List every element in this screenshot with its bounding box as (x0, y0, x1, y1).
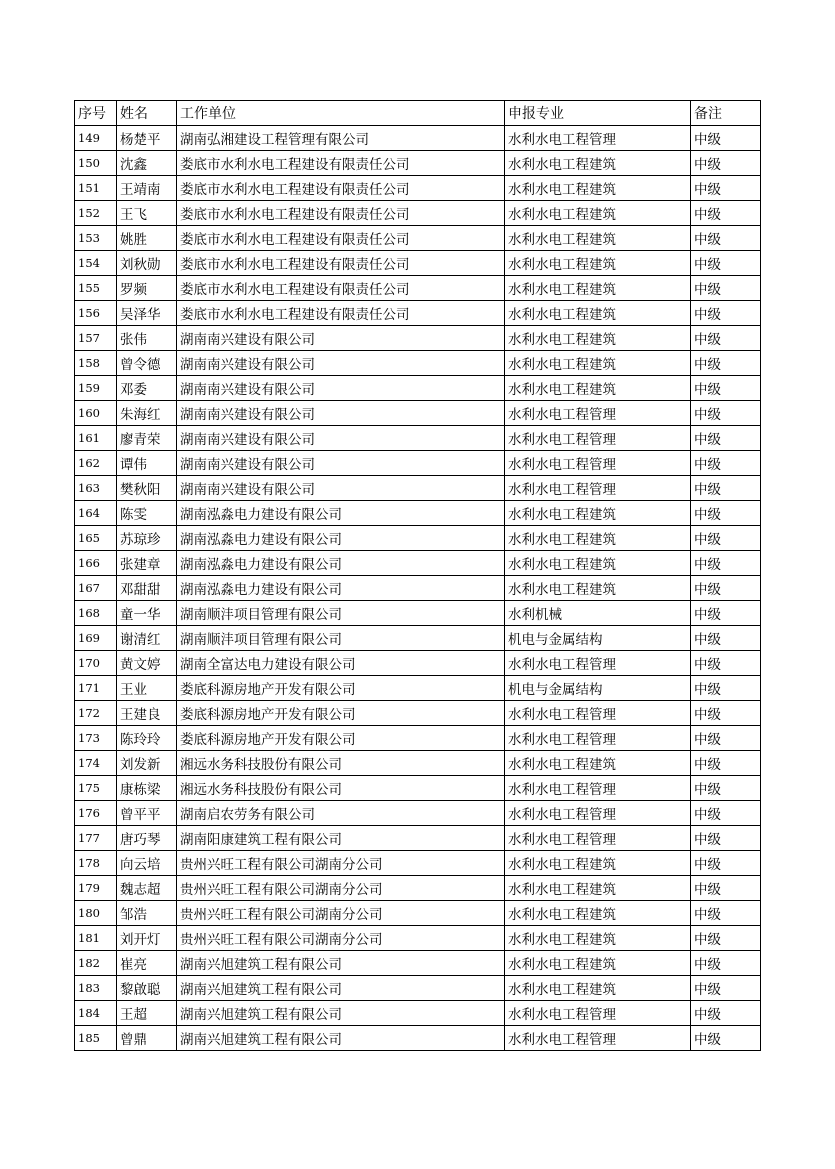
row-number-cell: 156 (75, 301, 117, 326)
remark-cell: 中级 (691, 601, 761, 626)
declared-major-cell: 水利水电工程建筑 (505, 276, 691, 301)
person-name-cell: 陈玲玲 (117, 726, 177, 751)
remark-cell: 中级 (691, 251, 761, 276)
remark-cell: 中级 (691, 651, 761, 676)
remark-cell: 中级 (691, 901, 761, 926)
work-unit-cell: 湘远水务科技股份有限公司 (177, 776, 505, 801)
table-row (75, 451, 761, 476)
work-unit-cell: 湖南南兴建设有限公司 (177, 351, 505, 376)
row-number-cell: 185 (75, 1026, 117, 1051)
work-unit-cell: 湖南泓淼电力建设有限公司 (177, 576, 505, 601)
row-number-cell: 169 (75, 626, 117, 651)
work-unit-cell: 娄底市水利水电工程建设有限责任公司 (177, 176, 505, 201)
declared-major-cell: 水利水电工程建筑 (505, 526, 691, 551)
roster-table (74, 100, 761, 1051)
remark-cell: 中级 (691, 526, 761, 551)
remark-cell: 中级 (691, 501, 761, 526)
remark-cell: 中级 (691, 551, 761, 576)
remark-cell: 中级 (691, 626, 761, 651)
person-name-cell: 苏琼珍 (117, 526, 177, 551)
remark-cell: 中级 (691, 1001, 761, 1026)
row-number-cell: 172 (75, 701, 117, 726)
work-unit-cell: 湖南泓淼电力建设有限公司 (177, 501, 505, 526)
remark-cell: 中级 (691, 451, 761, 476)
work-unit-cell: 湖南顺沣项目管理有限公司 (177, 626, 505, 651)
row-number-cell: 150 (75, 151, 117, 176)
row-number-cell: 179 (75, 876, 117, 901)
table-row (75, 851, 761, 876)
table-row (75, 351, 761, 376)
remark-cell: 中级 (691, 376, 761, 401)
person-name-cell: 曾令德 (117, 351, 177, 376)
declared-major-cell: 机电与金属结构 (505, 676, 691, 701)
declared-major-cell: 水利水电工程管理 (505, 1001, 691, 1026)
declared-major-cell: 水利水电工程管理 (505, 651, 691, 676)
row-number-cell: 184 (75, 1001, 117, 1026)
person-name-cell: 康栋梁 (117, 776, 177, 801)
work-unit-cell: 贵州兴旺工程有限公司湖南分公司 (177, 926, 505, 951)
declared-major-cell: 水利水电工程建筑 (505, 926, 691, 951)
work-unit-cell: 娄底市水利水电工程建设有限责任公司 (177, 201, 505, 226)
person-name-cell: 张建章 (117, 551, 177, 576)
remark-cell: 中级 (691, 701, 761, 726)
remark-cell: 中级 (691, 126, 761, 151)
remark-cell: 中级 (691, 851, 761, 876)
declared-major-cell: 水利水电工程建筑 (505, 176, 691, 201)
remark-cell: 中级 (691, 401, 761, 426)
declared-major-cell: 水利水电工程建筑 (505, 351, 691, 376)
table-row (75, 1001, 761, 1026)
table-row (75, 926, 761, 951)
declared-major-cell: 水利水电工程建筑 (505, 976, 691, 1001)
remark-cell: 中级 (691, 276, 761, 301)
work-unit-cell: 娄底市水利水电工程建设有限责任公司 (177, 226, 505, 251)
remark-cell: 中级 (691, 476, 761, 501)
declared-major-cell: 水利机械 (505, 601, 691, 626)
work-unit-cell: 湖南南兴建设有限公司 (177, 426, 505, 451)
row-number-cell: 183 (75, 976, 117, 1001)
person-name-cell: 陈雯 (117, 501, 177, 526)
header-row (75, 101, 761, 126)
declared-major-cell: 水利水电工程建筑 (505, 901, 691, 926)
row-number-cell: 164 (75, 501, 117, 526)
declared-major-cell: 水利水电工程管理 (505, 476, 691, 501)
work-unit-cell: 湖南南兴建设有限公司 (177, 401, 505, 426)
person-name-cell: 王靖南 (117, 176, 177, 201)
declared-major-cell: 水利水电工程管理 (505, 1026, 691, 1051)
person-name-cell: 王建良 (117, 701, 177, 726)
person-name-cell: 王飞 (117, 201, 177, 226)
work-unit-cell: 湖南泓淼电力建设有限公司 (177, 526, 505, 551)
work-unit-cell: 湖南泓淼电力建设有限公司 (177, 551, 505, 576)
row-number-cell: 158 (75, 351, 117, 376)
row-number-cell: 181 (75, 926, 117, 951)
table-row (75, 276, 761, 301)
table-row (75, 601, 761, 626)
work-unit-cell: 湖南兴旭建筑工程有限公司 (177, 1001, 505, 1026)
row-number-cell: 163 (75, 476, 117, 501)
work-unit-cell: 湖南兴旭建筑工程有限公司 (177, 951, 505, 976)
table-row (75, 751, 761, 776)
table-row (75, 676, 761, 701)
table-row (75, 626, 761, 651)
person-name-cell: 樊秋阳 (117, 476, 177, 501)
row-number-cell: 157 (75, 326, 117, 351)
declared-major-cell: 水利水电工程建筑 (505, 301, 691, 326)
row-number-cell: 161 (75, 426, 117, 451)
declared-major-cell: 水利水电工程建筑 (505, 851, 691, 876)
declared-major-cell: 水利水电工程建筑 (505, 326, 691, 351)
remark-cell: 中级 (691, 976, 761, 1001)
header-note: 备注 (691, 101, 761, 126)
person-name-cell: 崔亮 (117, 951, 177, 976)
table-row (75, 576, 761, 601)
table-row (75, 551, 761, 576)
work-unit-cell: 娄底市水利水电工程建设有限责任公司 (177, 251, 505, 276)
remark-cell: 中级 (691, 201, 761, 226)
table-header (75, 101, 761, 126)
table-row (75, 826, 761, 851)
table-row (75, 701, 761, 726)
table-row (75, 126, 761, 151)
remark-cell: 中级 (691, 951, 761, 976)
row-number-cell: 149 (75, 126, 117, 151)
table-row (75, 176, 761, 201)
table-row (75, 726, 761, 751)
row-number-cell: 175 (75, 776, 117, 801)
header-no: 序号 (75, 101, 117, 126)
work-unit-cell: 湖南启农劳务有限公司 (177, 801, 505, 826)
table-row (75, 326, 761, 351)
declared-major-cell: 水利水电工程管理 (505, 701, 691, 726)
declared-major-cell: 水利水电工程建筑 (505, 501, 691, 526)
table-body (75, 126, 761, 1051)
work-unit-cell: 贵州兴旺工程有限公司湖南分公司 (177, 851, 505, 876)
work-unit-cell: 娄底市水利水电工程建设有限责任公司 (177, 301, 505, 326)
table-row (75, 426, 761, 451)
work-unit-cell: 湖南顺沣项目管理有限公司 (177, 601, 505, 626)
row-number-cell: 174 (75, 751, 117, 776)
row-number-cell: 159 (75, 376, 117, 401)
declared-major-cell: 水利水电工程管理 (505, 801, 691, 826)
header-unit: 工作单位 (177, 101, 505, 126)
work-unit-cell: 娄底市水利水电工程建设有限责任公司 (177, 151, 505, 176)
row-number-cell: 180 (75, 901, 117, 926)
declared-major-cell: 水利水电工程管理 (505, 826, 691, 851)
row-number-cell: 168 (75, 601, 117, 626)
person-name-cell: 杨楚平 (117, 126, 177, 151)
remark-cell: 中级 (691, 801, 761, 826)
row-number-cell: 170 (75, 651, 117, 676)
declared-major-cell: 水利水电工程建筑 (505, 226, 691, 251)
work-unit-cell: 贵州兴旺工程有限公司湖南分公司 (177, 876, 505, 901)
row-number-cell: 171 (75, 676, 117, 701)
declared-major-cell: 水利水电工程建筑 (505, 951, 691, 976)
declared-major-cell: 水利水电工程管理 (505, 126, 691, 151)
remark-cell: 中级 (691, 1026, 761, 1051)
row-number-cell: 151 (75, 176, 117, 201)
work-unit-cell: 湖南弘湘建设工程管理有限公司 (177, 126, 505, 151)
table-row (75, 526, 761, 551)
row-number-cell: 152 (75, 201, 117, 226)
table-row (75, 151, 761, 176)
declared-major-cell: 水利水电工程建筑 (505, 376, 691, 401)
declared-major-cell: 水利水电工程管理 (505, 776, 691, 801)
person-name-cell: 王业 (117, 676, 177, 701)
remark-cell: 中级 (691, 176, 761, 201)
person-name-cell: 邓委 (117, 376, 177, 401)
person-name-cell: 黎啟聪 (117, 976, 177, 1001)
person-name-cell: 张伟 (117, 326, 177, 351)
remark-cell: 中级 (691, 751, 761, 776)
person-name-cell: 唐巧琴 (117, 826, 177, 851)
table-row (75, 401, 761, 426)
row-number-cell: 177 (75, 826, 117, 851)
person-name-cell: 邹浩 (117, 901, 177, 926)
person-name-cell: 姚胜 (117, 226, 177, 251)
work-unit-cell: 娄底市水利水电工程建设有限责任公司 (177, 276, 505, 301)
person-name-cell: 谢清红 (117, 626, 177, 651)
work-unit-cell: 湖南南兴建设有限公司 (177, 376, 505, 401)
person-name-cell: 朱海红 (117, 401, 177, 426)
declared-major-cell: 水利水电工程管理 (505, 451, 691, 476)
remark-cell: 中级 (691, 726, 761, 751)
person-name-cell: 邓甜甜 (117, 576, 177, 601)
person-name-cell: 刘秋勋 (117, 251, 177, 276)
table-row (75, 976, 761, 1001)
row-number-cell: 153 (75, 226, 117, 251)
row-number-cell: 167 (75, 576, 117, 601)
person-name-cell: 廖青荣 (117, 426, 177, 451)
remark-cell: 中级 (691, 351, 761, 376)
table-row (75, 251, 761, 276)
work-unit-cell: 湖南南兴建设有限公司 (177, 476, 505, 501)
remark-cell: 中级 (691, 426, 761, 451)
person-name-cell: 向云培 (117, 851, 177, 876)
table-row (75, 1026, 761, 1051)
person-name-cell: 刘发新 (117, 751, 177, 776)
person-name-cell: 刘开灯 (117, 926, 177, 951)
table-row (75, 801, 761, 826)
work-unit-cell: 娄底科源房地产开发有限公司 (177, 726, 505, 751)
table-row (75, 301, 761, 326)
row-number-cell: 155 (75, 276, 117, 301)
person-name-cell: 谭伟 (117, 451, 177, 476)
declared-major-cell: 水利水电工程建筑 (505, 576, 691, 601)
table-row (75, 201, 761, 226)
remark-cell: 中级 (691, 676, 761, 701)
work-unit-cell: 湖南兴旭建筑工程有限公司 (177, 1026, 505, 1051)
remark-cell: 中级 (691, 576, 761, 601)
table-row (75, 226, 761, 251)
work-unit-cell: 贵州兴旺工程有限公司湖南分公司 (177, 901, 505, 926)
row-number-cell: 160 (75, 401, 117, 426)
remark-cell: 中级 (691, 826, 761, 851)
person-name-cell: 吴泽华 (117, 301, 177, 326)
header-name: 姓名 (117, 101, 177, 126)
row-number-cell: 182 (75, 951, 117, 976)
remark-cell: 中级 (691, 876, 761, 901)
declared-major-cell: 水利水电工程建筑 (505, 551, 691, 576)
row-number-cell: 166 (75, 551, 117, 576)
remark-cell: 中级 (691, 151, 761, 176)
declared-major-cell: 水利水电工程管理 (505, 426, 691, 451)
remark-cell: 中级 (691, 926, 761, 951)
person-name-cell: 罗频 (117, 276, 177, 301)
work-unit-cell: 湖南全富达电力建设有限公司 (177, 651, 505, 676)
work-unit-cell: 湖南阳康建筑工程有限公司 (177, 826, 505, 851)
declared-major-cell: 水利水电工程建筑 (505, 151, 691, 176)
remark-cell: 中级 (691, 776, 761, 801)
row-number-cell: 154 (75, 251, 117, 276)
table-row (75, 376, 761, 401)
table-row (75, 876, 761, 901)
remark-cell: 中级 (691, 226, 761, 251)
table-row (75, 901, 761, 926)
table-row (75, 501, 761, 526)
table-row (75, 651, 761, 676)
declared-major-cell: 水利水电工程建筑 (505, 251, 691, 276)
declared-major-cell: 水利水电工程建筑 (505, 751, 691, 776)
person-name-cell: 沈鑫 (117, 151, 177, 176)
row-number-cell: 165 (75, 526, 117, 551)
work-unit-cell: 娄底科源房地产开发有限公司 (177, 701, 505, 726)
row-number-cell: 162 (75, 451, 117, 476)
declared-major-cell: 水利水电工程管理 (505, 401, 691, 426)
work-unit-cell: 湖南兴旭建筑工程有限公司 (177, 976, 505, 1001)
work-unit-cell: 湖南南兴建设有限公司 (177, 326, 505, 351)
person-name-cell: 黄文婷 (117, 651, 177, 676)
declared-major-cell: 水利水电工程建筑 (505, 201, 691, 226)
person-name-cell: 童一华 (117, 601, 177, 626)
declared-major-cell: 机电与金属结构 (505, 626, 691, 651)
declared-major-cell: 水利水电工程管理 (505, 726, 691, 751)
remark-cell: 中级 (691, 301, 761, 326)
remark-cell: 中级 (691, 326, 761, 351)
person-name-cell: 魏志超 (117, 876, 177, 901)
person-name-cell: 曾鼎 (117, 1026, 177, 1051)
row-number-cell: 176 (75, 801, 117, 826)
person-name-cell: 王超 (117, 1001, 177, 1026)
declared-major-cell: 水利水电工程建筑 (505, 876, 691, 901)
table-row (75, 951, 761, 976)
work-unit-cell: 湖南南兴建设有限公司 (177, 451, 505, 476)
work-unit-cell: 湘远水务科技股份有限公司 (177, 751, 505, 776)
row-number-cell: 173 (75, 726, 117, 751)
row-number-cell: 178 (75, 851, 117, 876)
table-row (75, 776, 761, 801)
table-row (75, 476, 761, 501)
header-major: 申报专业 (505, 101, 691, 126)
person-name-cell: 曾平平 (117, 801, 177, 826)
work-unit-cell: 娄底科源房地产开发有限公司 (177, 676, 505, 701)
